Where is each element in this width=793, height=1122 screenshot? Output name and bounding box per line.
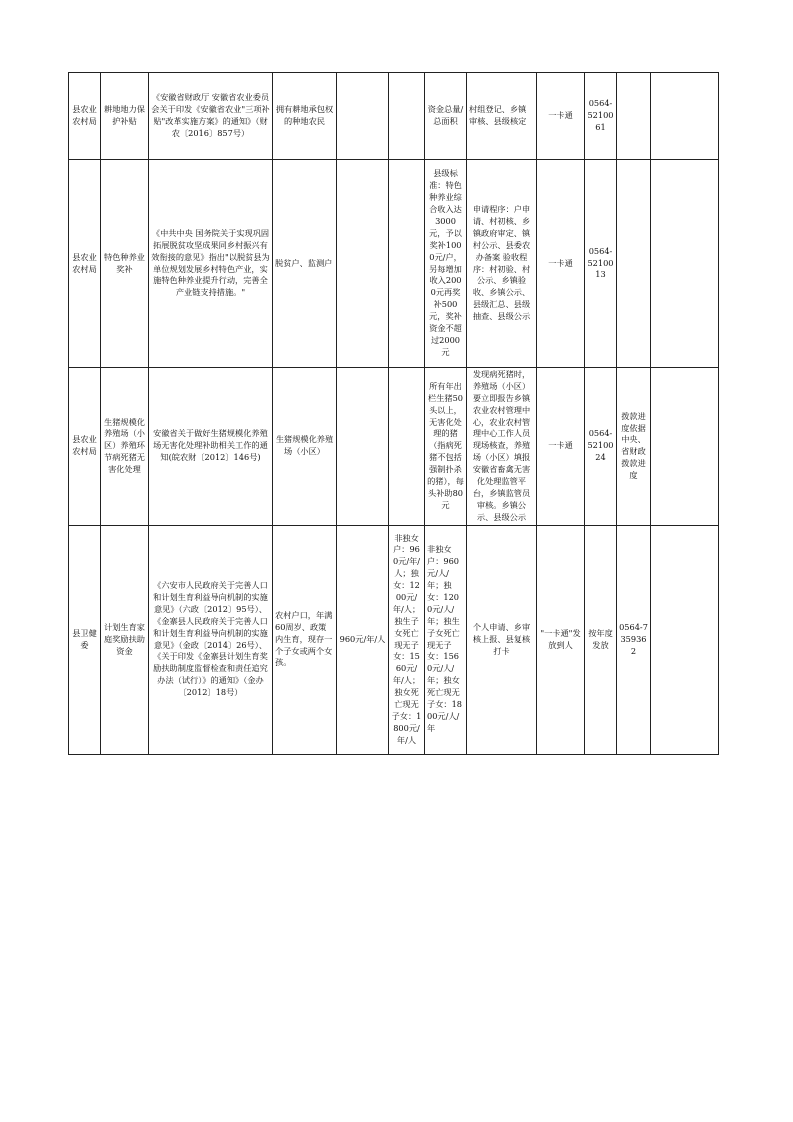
table-row — [69, 73, 719, 160]
method-cell: 一卡通 — [537, 368, 585, 526]
method-cell: 一卡通 — [537, 73, 585, 160]
target-cell: 拥有耕地承包权的种地农民 — [273, 73, 337, 160]
extra-cell — [651, 368, 719, 526]
target-cell: 生猪规模化养殖场（小区） — [273, 368, 337, 526]
phone-cell: 0564-5210061 — [585, 73, 617, 160]
col6-cell — [389, 368, 425, 526]
col5-cell — [337, 160, 389, 368]
table-row — [69, 160, 719, 368]
extra-cell — [651, 73, 719, 160]
standard-cell: 非独女户：960元/人/年；独女：1200元/人/年；独生子女死亡现无子女：1560元/人/年；独女死亡现无子女：1800元/人/年 — [425, 525, 467, 754]
col5-cell — [337, 368, 389, 526]
col6-cell: 非独女户：960元/年/人；独女：1200元/年/人；独生子女死亡现无子女：1560元/年/人；独女死亡现无子女：1800元/年/人 — [389, 525, 425, 754]
method-cell: 一卡通 — [537, 160, 585, 368]
col5-cell — [337, 73, 389, 160]
dept-cell: 县卫健委 — [69, 525, 101, 754]
target-cell: 农村户口，年满60周岁、政策内生育，现存一个子女或两个女孩。 — [273, 525, 337, 754]
basis-cell: 《中共中央 国务院关于实现巩固拓展脱贫攻坚成果同乡村振兴有效衔接的意见》指出"以脱贫县为单位规划发展乡村特色产业，实施特色种养业提升行动，完善全产业链支持措施。" — [149, 160, 273, 368]
phone-cell: 按年度发放 — [585, 525, 617, 754]
extra-cell — [651, 160, 719, 368]
standard-cell: 所有年出栏生猪50头以上，无害化处理的猪（指病死猪不包括强制扑杀的猪），每头补助80元 — [425, 368, 467, 526]
basis-cell: 《安徽省财政厅 安徽省农业委员会关于印发《安徽省农业"三项补贴"改革实施方案》的通知》（财农〔2016〕857号） — [149, 73, 273, 160]
project-cell: 计划生育家庭奖励扶助资金 — [101, 525, 149, 754]
table-row — [69, 368, 719, 526]
note-cell — [617, 160, 651, 368]
note-cell: 0564-7359362 — [617, 525, 651, 754]
procedure-cell: 发现病死猪时，养殖场（小区）要立即报告乡镇农业农村管理中心，农业农村管理中心工作人员现场核查，养殖场（小区）填报安徽省畜禽无害化处理监管平台，乡镇监管员审核。乡镇公示、县级公示 — [467, 368, 537, 526]
project-cell: 生猪规模化养殖场（小区）养殖环节病死猪无害化处理 — [101, 368, 149, 526]
table-row — [69, 525, 719, 754]
dept-cell: 县农业农村局 — [69, 160, 101, 368]
col6-cell — [389, 160, 425, 368]
dept-cell: 县农业农村局 — [69, 73, 101, 160]
procedure-cell: 村组登记、乡镇审核、县级核定 — [467, 73, 537, 160]
basis-cell: 《六安市人民政府关于完善人口和计划生育利益导向机制的实施意见》（六政〔2012〕95号）、《金寨县人民政府关于完善人口和计划生育利益导向机制的实施意见》（金政〔2014〕26号）、《关于印发《金寨县计划生育奖励扶助制度监督检查和责任追究办法（试行）》的通知》（金办〔2012〕18号） — [149, 525, 273, 754]
note-cell — [617, 73, 651, 160]
extra-cell — [651, 525, 719, 754]
phone-cell: 0564-5210013 — [585, 160, 617, 368]
standard-cell: 县级标准：特色种养业综合收入达3000元，予以奖补1000元/户，另每增加收入2000元再奖补500元，奖补资金不超过2000元 — [425, 160, 467, 368]
project-cell: 耕地地力保护补贴 — [101, 73, 149, 160]
phone-cell: 0564-5210024 — [585, 368, 617, 526]
policy-table — [68, 72, 719, 755]
project-cell: 特色种养业奖补 — [101, 160, 149, 368]
procedure-cell: 个人申请、乡审核上报、县复核打卡 — [467, 525, 537, 754]
basis-cell: 安徽省关于做好生猪规模化养殖场无害化处理补助相关工作的通知(皖农财〔2012〕146号) — [149, 368, 273, 526]
col6-cell — [389, 73, 425, 160]
procedure-cell: 申请程序：户申请、村初核、乡镇政府审定、镇村公示、县委农办备案 验收程序：村初验、村公示、乡镇验收、乡镇公示、县级汇总、县级抽查、县级公示 — [467, 160, 537, 368]
standard-cell: 资金总量/总面积 — [425, 73, 467, 160]
note-cell: 拨款进度依据中央、省财政拨款进度 — [617, 368, 651, 526]
method-cell: "一卡通"发放到人 — [537, 525, 585, 754]
dept-cell: 县农业农村局 — [69, 368, 101, 526]
col5-cell: 960元/年/人 — [337, 525, 389, 754]
target-cell: 脱贫户、监测户 — [273, 160, 337, 368]
